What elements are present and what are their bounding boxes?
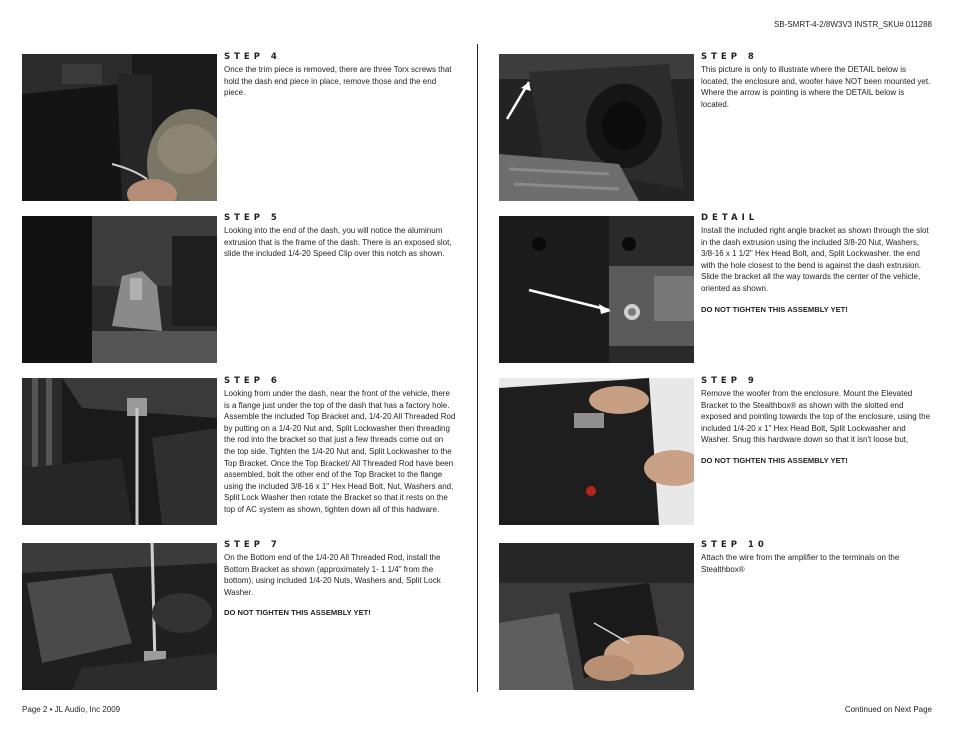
step8-text: This picture is only to illustrate where the DETAIL below is located, the enclosure and, woofer have NOT been mounted yet. Where the arrow is pointing is where the DETAIL below is located. <box>701 65 931 109</box>
step5-heading: STEP 5 <box>224 213 281 223</box>
detail-warning: DO NOT TIGHTEN THIS ASSEMBLY YET! <box>701 304 848 314</box>
detail-heading: DETAIL <box>701 213 759 223</box>
footer-page-info: Page 2 • JL Audio, Inc 2009 <box>22 705 121 714</box>
step7-heading: STEP 7 <box>224 540 281 550</box>
step8-heading: STEP 8 <box>701 52 758 62</box>
step6-block <box>224 376 456 516</box>
step7-warning: DO NOT TIGHTEN THIS ASSEMBLY YET! <box>224 608 371 618</box>
step10-text: Attach the wire from the amplifier to the terminals on the Stealthbox® <box>701 553 900 574</box>
step9-photo <box>499 378 694 525</box>
step9-warning: DO NOT TIGHTEN THIS ASSEMBLY YET! <box>701 455 848 465</box>
step5-photo <box>22 216 217 363</box>
step5-text: Looking into the end of the dash, you will notice the aluminum extrusion that is the frame of the dash. There is an exposed slot, slide the included 1/4-20 Speed Clip over this notch as shown. <box>224 226 452 259</box>
step9-block <box>701 376 933 465</box>
step5-block <box>224 213 456 260</box>
step10-block <box>701 540 933 575</box>
step4-photo <box>22 54 217 201</box>
step7-block <box>224 540 456 617</box>
column-divider <box>477 44 478 692</box>
detail-photo <box>499 216 694 363</box>
step4-block <box>224 52 456 99</box>
step8-block <box>701 52 933 110</box>
document-sku: SB-SMRT-4-2/8W3V3 INSTR_SKU# 011288 <box>774 20 932 29</box>
step4-text: Once the trim piece is removed, there are three Torx screws that hold the dash end piece in place, remove those and the end piece. <box>224 65 452 98</box>
step9-heading: STEP 9 <box>701 376 758 386</box>
step10-heading: STEP 10 <box>701 540 768 550</box>
step7-photo <box>22 543 217 690</box>
step6-photo <box>22 378 217 525</box>
step10-photo <box>499 543 694 690</box>
detail-text: Install the included right angle bracket as shown through the slot in the dash extrusion using the included 3/8-20 Nut, Washers, 3/8-16 x 1 1/2" Hex Head Bolt, and, Split Lockwasher. the end with the hole closest to the bend is against the dash extrusion. Slide the bracket all the way towards the center of the vehicle, oriented as shown. <box>701 226 929 293</box>
step7-text: On the Bottom end of the 1/4-20 All Threaded Rod, install the Bottom Bracket as shown (approximately 1- 1 1/4" from the bottom), using included 1/4-20 Nuts, Washers and, Split Lock Washer. <box>224 553 441 597</box>
detail-block <box>701 213 933 314</box>
step4-heading: STEP 4 <box>224 52 281 62</box>
step8-photo <box>499 54 694 201</box>
footer-continued: Continued on Next Page <box>844 705 932 714</box>
step6-heading: STEP 6 <box>224 376 281 386</box>
step9-text: Remove the woofer from the enclosure. Mount the Elevated Bracket to the Stealthbox® as shown with the slotted end exposed and pointing towards the top of the enclosure, using the included 1/4-20 x 1" Hex Head Bolt, Split Lockwasher and Washer. Snug this hardware down so that it isn't loose but, <box>701 389 931 445</box>
step6-text: Looking from under the dash, near the front of the vehicle, there is a flange just under the top of the dash that has a factory hole. Assemble the included Top Bracket and, 1/4-20 All Threaded Rod by putting on a 1/4-20 Nut and, Split Lockwasher then threading the rod into the bracket so that just a few threads come out on the top side. Tighten the 1/4-20 Nut and, Split Lockwasher to the Top Bracket. Once the Top Bracket/ All Threaded Rod have been assembled, bolt the other end of the Top Bracket to the flange using the included 3/8-16 x 1" Hex Head Bolt, Nut, Washers and, Split Lock Washer then rotate the Bracket so that it rests on the top of AC system as shown, tighten down all of this hadware. <box>224 389 456 514</box>
